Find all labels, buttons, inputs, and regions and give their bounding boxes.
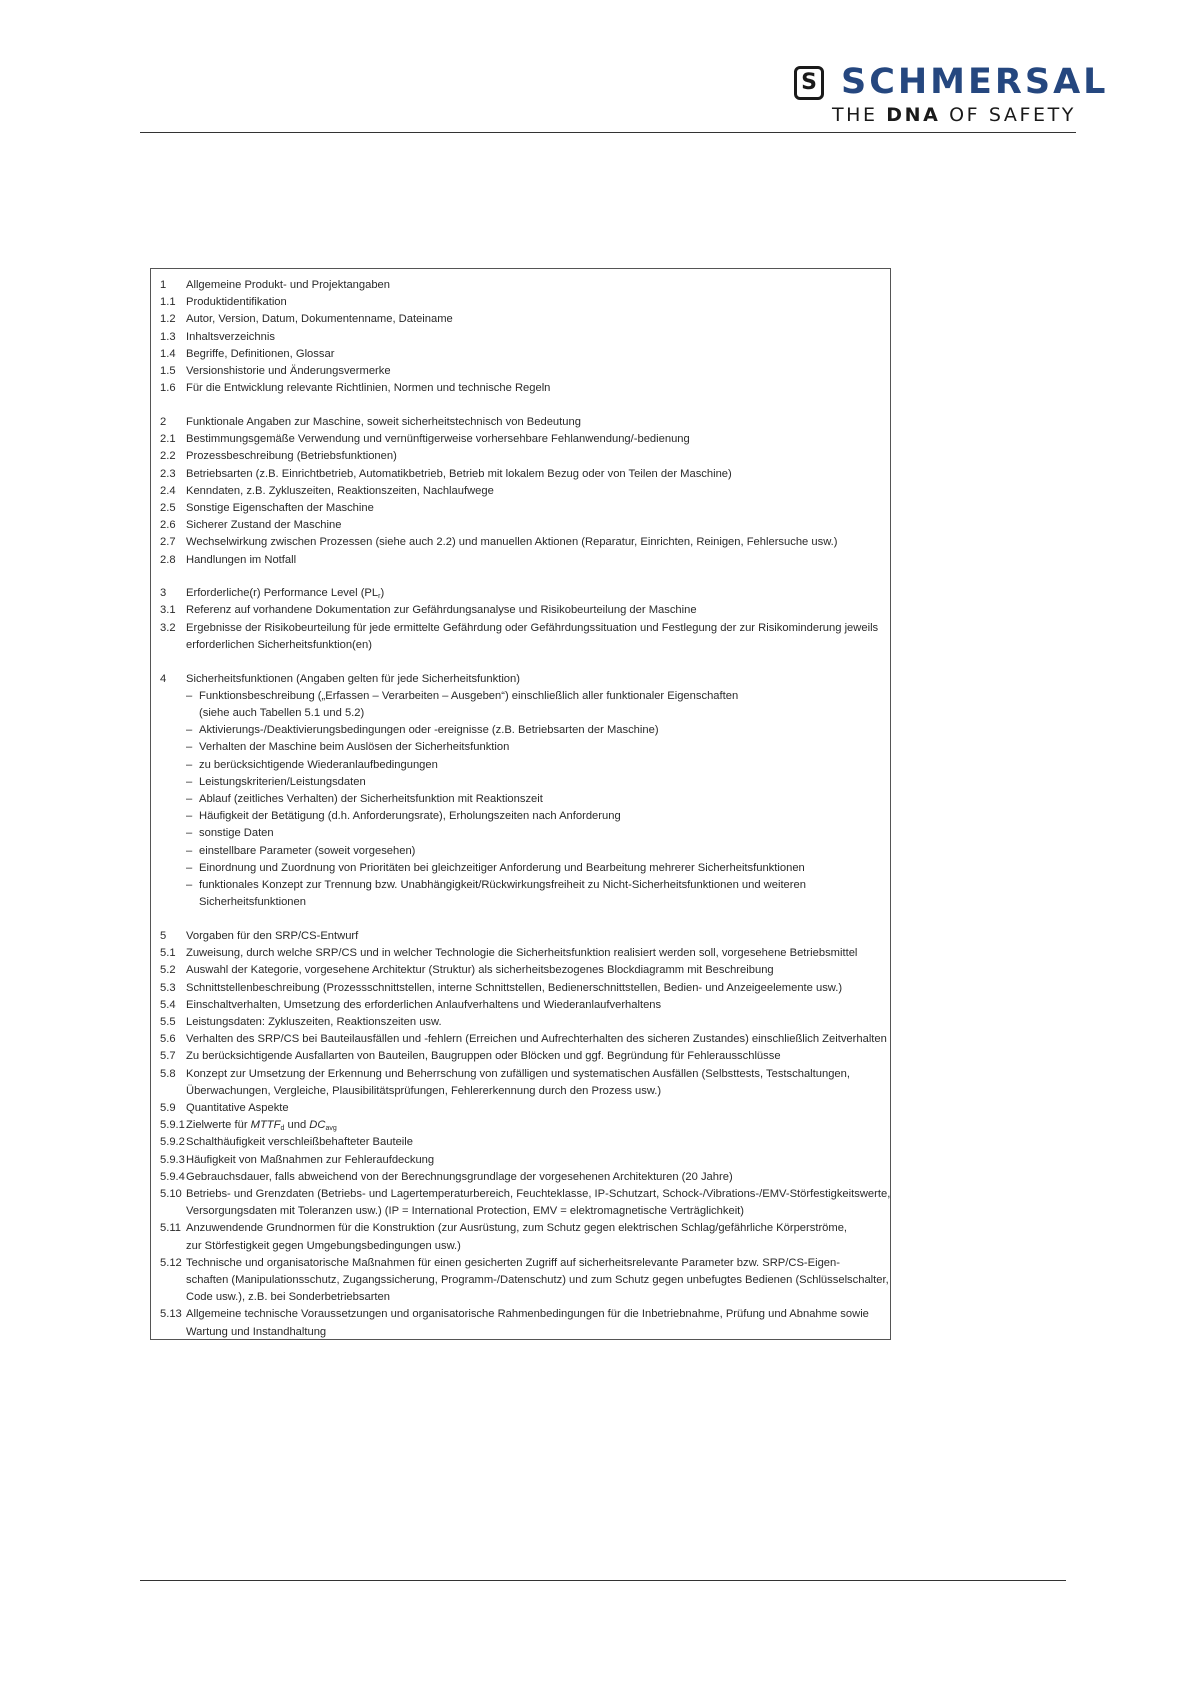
item-text: Zielwerte für $MTTF_d$ und $DC_{avg}$	[186, 1119, 337, 1133]
bullet-item	[160, 774, 882, 791]
item-number: 2.4	[160, 484, 176, 497]
bullet-item	[160, 757, 882, 774]
item-text: Vorgaben für den SRP/CS-Entwurf	[186, 929, 359, 942]
item-text: Allgemeine Produkt- und Projektangaben	[186, 279, 390, 291]
logo-wordmark: SCHMERSAL	[841, 62, 1109, 102]
list-item	[160, 620, 882, 654]
item-text: Ergebnisse der Risikobeurteilung für jede ermittelte Gefährdung oder Gefährdungssituation und Festlegung der zur Risikominderung jeweils erforderlichen Sicherheitsfunktion(en)	[186, 621, 879, 651]
bullet-item	[160, 739, 882, 756]
item-number: 1.5	[160, 365, 176, 378]
section-gap	[160, 397, 882, 414]
item-number: 2.7	[160, 536, 176, 549]
list-item	[160, 483, 882, 500]
item-text: Sicherheitsfunktionen (Angaben gelten für jede Sicherheitsfunktion)	[186, 672, 520, 685]
bullet-text: funktionales Konzept zur Trennung bzw. Unabhängigkeit/Rückwirkungsfreiheit zu Nicht-Sicherheitsfunktionen und weiteren Sicherheitsfunktionen	[199, 879, 806, 909]
item-number: 5.11	[160, 1222, 181, 1235]
item-text: Anzuwendende Grundnormen für die Konstruktion (zur Ausrüstung, zum Schutz gegen elektrischen Schlag/gefährliche Körperströme, zur Störfestigkeit gegen Umgebungsbedingungen usw.)	[186, 1222, 848, 1252]
list-item	[160, 1255, 889, 1307]
list-item	[160, 448, 882, 465]
requirements-list	[160, 277, 891, 1341]
list-item	[160, 552, 882, 569]
item-number: 5.9.3	[160, 1153, 185, 1166]
item-number: 5.10	[160, 1187, 182, 1200]
list-item	[160, 1066, 882, 1100]
bullet-text: Funktionsbeschreibung („Erfassen – Verarbeiten – Ausgeben“) einschließlich aller funktionaler Eigenschaften (siehe auch Tabellen 5.1 und 5.2)	[199, 689, 739, 719]
section-gap	[160, 654, 882, 671]
item-text: Erforderliche(r) Performance Level $(PL_r)$	[186, 587, 385, 601]
list-item	[160, 517, 882, 534]
list-item	[160, 500, 882, 517]
item-number: 3.2	[160, 621, 176, 634]
list-item	[160, 311, 882, 328]
list-item	[160, 363, 882, 380]
item-number: 2.8	[160, 553, 176, 566]
list-item	[160, 1186, 891, 1220]
item-number: 1.3	[160, 330, 176, 343]
list-item	[160, 671, 882, 688]
item-number: 5.1	[160, 947, 176, 960]
section-gap	[160, 911, 882, 928]
bullet-item	[160, 843, 882, 860]
logo-mark-icon: S	[794, 66, 824, 100]
item-text: Betriebsarten (z.B. Einrichtbetrieb, Automatikbetrieb, Betrieb mit lokalem Bezug oder von Teilen der Maschine)	[186, 467, 732, 480]
item-number: 2	[160, 415, 167, 428]
footer-rule	[140, 1580, 1066, 1581]
item-text: Einschaltverhalten, Umsetzung des erforderlichen Anlaufverhaltens und Wiederanlaufverhaltens	[186, 998, 662, 1011]
item-number: 5.12	[160, 1256, 182, 1269]
item-text: Versionshistorie und Änderungsvermerke	[186, 365, 391, 378]
bullet-item	[160, 860, 882, 877]
list-item	[160, 1014, 882, 1031]
list-item	[160, 329, 882, 346]
logo-tagline: THE DNA OF SAFETY	[831, 104, 1076, 126]
list-item	[160, 980, 882, 997]
bullet-item	[160, 825, 882, 842]
dash-icon: –	[186, 879, 193, 891]
list-item	[160, 1152, 882, 1169]
item-text: Technische und organisatorische Maßnahmen für einen gesicherten Zugriff auf sicherheitsrelevante Parameter bzw. SRP/CS-Eigen- schaften (Manipulationsschutz, Zugangssicherung, Programm-/Datenschutz) und zum Schutz gegen unbefugtes Bedienen (Schlüsselschalter, Code usw.), z.B. bei Sonderbetriebsarten	[186, 1256, 889, 1304]
list-item	[160, 1306, 882, 1340]
bullet-item	[160, 722, 882, 739]
company-logo	[794, 62, 1109, 128]
item-text: Gebrauchsdauer, falls abweichend von der Berechnungsgrundlage der vorgesehenen Architekturen (20 Jahre)	[186, 1170, 733, 1183]
item-text: Auswahl der Kategorie, vorgesehene Architektur (Struktur) als sicherheitsbezogenes Blockdiagramm mit Beschreibung	[186, 964, 774, 977]
item-text: Handlungen im Notfall	[186, 553, 297, 566]
item-number: 2.1	[160, 433, 176, 446]
bullet-item	[160, 808, 882, 825]
item-text: Prozessbeschreibung (Betriebsfunktionen)	[186, 450, 397, 463]
bullet-text: Einordnung und Zuordnung von Prioritäten bei gleichzeitiger Anforderung und Bearbeitung mehrerer Sicherheitsfunktionen	[199, 861, 805, 874]
item-number: 5.6	[160, 1033, 176, 1046]
item-text: Quantitative Aspekte	[186, 1101, 289, 1114]
item-number: 5.13	[160, 1308, 182, 1321]
item-number: 2.2	[160, 450, 176, 463]
item-text: Zuweisung, durch welche SRP/CS und in welcher Technologie die Sicherheitsfunktion realisiert werden soll, vorgesehene Betriebsmittel	[186, 947, 858, 960]
list-item	[160, 380, 882, 397]
item-number: 1	[160, 279, 167, 291]
bullet-item	[160, 791, 882, 808]
list-item	[160, 1100, 882, 1117]
item-text: Konzept zur Umsetzung der Erkennung und Beherrschung von zufälligen und systematischen Ausfällen (Selbsttests, Testschaltungen, Überwachungen, Vergleiche, Plausibilitätsprüfungen, Fehlererkennung durch den Prozess usw.)	[186, 1067, 850, 1097]
dash-icon: –	[186, 792, 193, 805]
item-text: Allgemeine technische Voraussetzungen und organisatorische Rahmenbedingungen für die Inbetriebnahme, Prüfung und Abnahme sowie Wartung und Instandhaltung	[186, 1308, 869, 1338]
item-number: 5.7	[160, 1050, 176, 1063]
item-number: 1.6	[160, 382, 176, 395]
dash-icon: –	[186, 775, 193, 788]
dash-icon: –	[186, 689, 193, 702]
list-item	[160, 928, 882, 945]
item-text: Zu berücksichtigende Ausfallarten von Bauteilen, Baugruppen oder Blöcken und ggf. Begründung für Fehlerausschlüsse	[186, 1050, 781, 1063]
bullet-text: einstellbare Parameter (soweit vorgesehen)	[199, 844, 416, 857]
list-item	[160, 534, 882, 551]
list-item	[160, 346, 882, 363]
item-number: 5.2	[160, 964, 176, 977]
item-number: 5.5	[160, 1015, 176, 1028]
item-number: 5.9.2	[160, 1136, 185, 1149]
item-number: 5	[160, 929, 167, 942]
bullet-text: Ablauf (zeitliches Verhalten) der Sicherheitsfunktion mit Reaktionszeit	[199, 792, 543, 805]
item-text: Schalthäufigkeit verschleißbehafteter Bauteile	[186, 1136, 413, 1149]
list-item	[160, 1048, 882, 1065]
list-item	[160, 997, 882, 1014]
bullet-item	[160, 688, 882, 722]
list-item	[160, 1134, 882, 1151]
item-number: 5.8	[160, 1067, 176, 1080]
item-number: 3.1	[160, 604, 176, 617]
list-item	[160, 962, 882, 979]
item-number: 1.1	[160, 296, 176, 309]
list-item	[160, 414, 882, 431]
list-item	[160, 466, 882, 483]
dash-icon: –	[186, 758, 193, 771]
dash-icon: –	[186, 844, 193, 857]
item-text: Bestimmungsgemäße Verwendung und vernünftigerweise vorhersehbare Fehlanwendung/-bedienung	[186, 433, 690, 446]
item-number: 1.2	[160, 313, 176, 326]
item-number: 2.3	[160, 467, 176, 480]
bullet-text: Verhalten der Maschine beim Auslösen der Sicherheitsfunktion	[199, 741, 510, 754]
item-text: Verhalten des SRP/CS bei Bauteilausfällen und -fehlern (Erreichen und Aufrechterhalten des sicheren Zustandes) einschließlich Zeitverhalten	[186, 1033, 887, 1046]
item-text: Leistungsdaten: Zykluszeiten, Reaktionszeiten usw.	[186, 1015, 442, 1028]
bullet-text: sonstige Daten	[199, 827, 274, 840]
item-text: Schnittstellenbeschreibung (Prozessschnittstellen, interne Schnittstellen, Bedienerschnittstellen, Bedien- und Anzeigeelemente usw.)	[186, 981, 843, 994]
header-rule	[140, 132, 1076, 133]
item-text: Kenndaten, z.B. Zykluszeiten, Reaktionszeiten, Nachlaufwege	[186, 484, 494, 497]
dash-icon: –	[186, 861, 193, 874]
dash-icon: –	[186, 741, 193, 754]
list-item	[160, 1031, 887, 1048]
requirements-box	[150, 268, 891, 1340]
list-item	[160, 945, 882, 962]
item-text: Häufigkeit von Maßnahmen zur Fehleraufdeckung	[186, 1153, 435, 1166]
item-number: 5.9	[160, 1101, 176, 1114]
item-text: Wechselwirkung zwischen Prozessen (siehe auch 2.2) und manuellen Aktionen (Reparatur, Einrichten, Reinigen, Fehlersuche usw.)	[186, 536, 838, 549]
item-number: 5.4	[160, 998, 176, 1011]
list-item	[160, 602, 882, 619]
dash-icon: –	[186, 827, 193, 840]
item-text: Sonstige Eigenschaften der Maschine	[186, 501, 374, 514]
bullet-text: Leistungskriterien/Leistungsdaten	[199, 775, 366, 788]
item-text: Funktionale Angaben zur Maschine, soweit sicherheitstechnisch von Bedeutung	[186, 415, 581, 428]
item-text: Sicherer Zustand der Maschine	[186, 519, 342, 532]
item-text: Autor, Version, Datum, Dokumentenname, Dateiname	[186, 313, 453, 326]
section-gap	[160, 569, 882, 586]
item-number: 4	[160, 672, 167, 685]
bullet-text: zu berücksichtigende Wiederanlaufbedingungen	[199, 758, 438, 771]
item-text: Referenz auf vorhandene Dokumentation zur Gefährdungsanalyse und Risikobeurteilung der Maschine	[186, 604, 697, 617]
item-number: 2.6	[160, 519, 176, 532]
list-item	[160, 431, 882, 448]
item-number: 2.5	[160, 501, 176, 514]
item-text: Inhaltsverzeichnis	[186, 330, 275, 343]
item-text: Begriffe, Definitionen, Glossar	[186, 347, 335, 360]
list-item	[160, 294, 882, 311]
item-number: 5.9.4	[160, 1170, 185, 1183]
bullet-text: Aktivierungs-/Deaktivierungsbedingungen oder -ereignisse (z.B. Betriebsarten der Maschine)	[199, 724, 659, 737]
item-text: Produktidentifikation	[186, 296, 287, 309]
item-number: 5.9.1	[160, 1119, 185, 1132]
item-number: 5.3	[160, 981, 176, 994]
list-item	[160, 585, 882, 602]
list-item	[160, 1117, 882, 1134]
item-number: 3	[160, 587, 167, 600]
bullet-item	[160, 877, 882, 911]
list-item	[160, 1220, 882, 1254]
dash-icon: –	[186, 810, 193, 823]
list-item	[160, 277, 882, 294]
bullet-text: Häufigkeit der Betätigung (d.h. Anforderungsrate), Erholungszeiten nach Anforderung	[199, 810, 621, 823]
dash-icon: –	[186, 724, 193, 737]
list-item	[160, 1169, 882, 1186]
item-number: 1.4	[160, 347, 176, 360]
item-text: Betriebs- und Grenzdaten (Betriebs- und Lagertemperaturbereich, Feuchteklasse, IP-Schutzart, Schock-/Vibrations-/EMV-Störfestigkeitswerte, Versorgungsdaten mit Toleranzen usw.) (IP = International Protection, EMV = elektromagnetische Verträglichkeit)	[186, 1187, 891, 1218]
item-text: Für die Entwicklung relevante Richtlinien, Normen und technische Regeln	[186, 382, 551, 395]
